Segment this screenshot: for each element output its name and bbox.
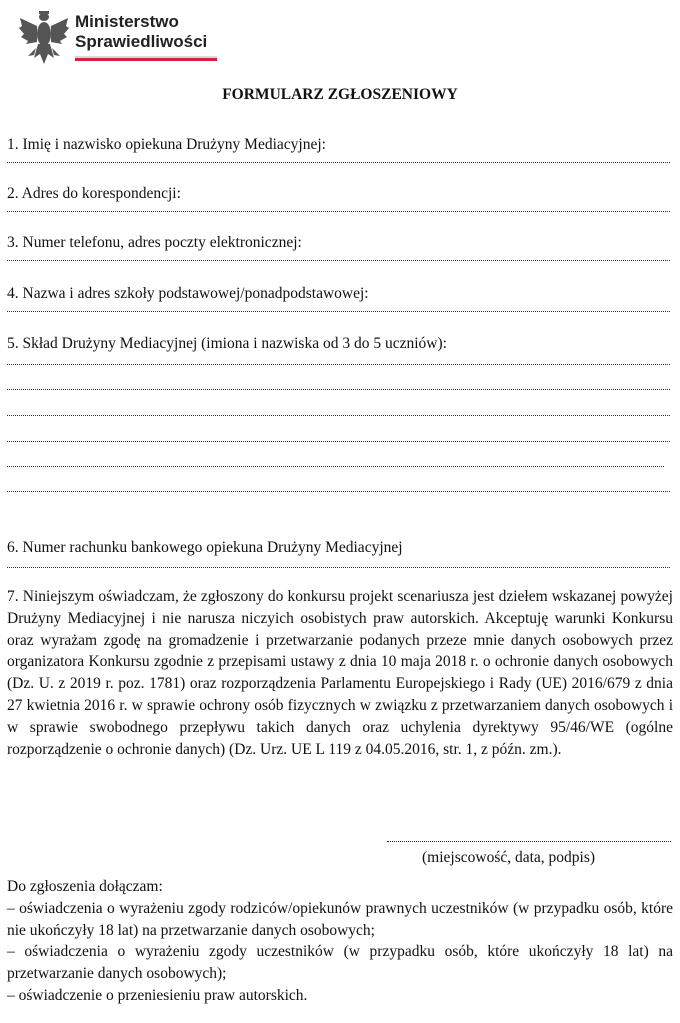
declaration-paragraph: 7. Niniejszym oświadczam, że zgłoszony do konkursu projekt scenariusza jest dziełem wskazanej powyżej Drużyny Mediacyjnej i nie narusza niczyich osobistych praw autorskich. Akceptuję warunki Konkursu oraz wyrażam zgodę na gromadzenie i przetwarzanie podanych przeze mnie danych osobowych przez organizatora Konkursu zgodnie z przepisami ustawy z dnia 10 maja 2018 r. o ochronie danych osobowych (Dz. U. z 2019 r. poz. 1781) oraz rozporządzenia Parlamentu Europejskiego i Rady (UE) 2016/679 z dnia 27 kwietnia 2016 r. w sprawie ochrony osób fizycznych w związku z przetwarzaniem danych osobowych i w sprawie swobodnego przepływu takich danych oraz uchylenia dyrektywy 95/46/WE (ogólne rozporządzenie o ochronie danych) (Dz. Urz. UE L 119 z 04.05.2016, str. 1, z późn. zm.). [7, 588, 673, 758]
fill-line-team-member-5[interactable] [7, 464, 664, 467]
fill-line-bank-account[interactable] [7, 565, 670, 568]
fill-line-address[interactable] [7, 209, 670, 212]
fill-line-school[interactable] [7, 309, 670, 312]
fill-line-team-member-1[interactable] [7, 362, 670, 365]
ministry-name [75, 12, 207, 52]
fill-line-team-member-3[interactable] [7, 413, 670, 416]
form-title: FORMULARZ ZGŁOSZENIOWY [222, 86, 458, 103]
field-label-guardian-name: 1. Imię i nazwisko opiekuna Drużyny Mediacyjnej: [7, 136, 326, 153]
ministry-logo [18, 8, 218, 68]
attachments-heading: Do zgłoszenia dołączam: [7, 878, 163, 895]
attachments-list [7, 876, 673, 1007]
ministry-name-line1: Ministerstwo [75, 12, 179, 31]
fill-line-team-member-6[interactable] [7, 489, 670, 492]
field-label-team-members: 5. Skład Drużyny Mediacyjnej (imiona i nazwiska od 3 do 5 uczniów): [7, 335, 447, 352]
attachment-item: – oświadczenia o wyrażeniu zgody rodziców/opiekunów prawnych uczestników (w przypadku osób, które nie ukończyły 18 lat) na przetwarzanie danych osobowych; [7, 899, 673, 939]
signature-caption: (miejscowość, data, podpis) [422, 849, 596, 866]
fill-line-guardian-name[interactable] [7, 160, 670, 163]
field-label-school: 4. Nazwa i adres szkoły podstawowej/ponadpodstawowej: [7, 285, 369, 302]
fill-line-team-member-4[interactable] [7, 439, 670, 442]
attachment-item: – oświadczenia o wyrażeniu zgody uczestników (w przypadku osób, które ukończyły 18 lat) na przetwarzanie danych osobowych); [7, 943, 673, 983]
polish-eagle-icon [18, 8, 70, 66]
fill-line-team-member-2[interactable] [7, 387, 670, 390]
flag-bar [75, 56, 217, 60]
ministry-name-line2: Sprawiedliwości [75, 32, 208, 51]
signature-line[interactable] [387, 839, 671, 842]
attachment-item: – oświadczenie o przeniesieniu praw autorskich. [7, 986, 308, 1004]
fill-line-contact[interactable] [7, 258, 670, 261]
field-label-address: 2. Adres do korespondencji: [7, 185, 181, 202]
field-label-bank-account: 6. Numer rachunku bankowego opiekuna Drużyny Mediacyjnej [7, 539, 403, 556]
field-label-contact: 3. Numer telefonu, adres poczty elektronicznej: [7, 234, 302, 251]
